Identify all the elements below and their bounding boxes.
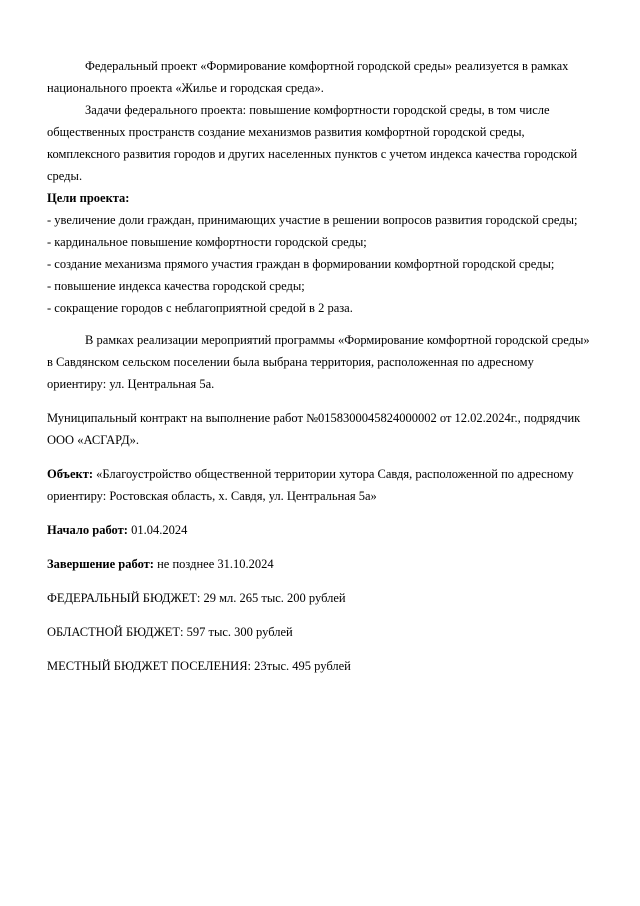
- object-label: Объект:: [47, 467, 94, 481]
- tasks-paragraph: Задачи федерального проекта: повышение комфортности городской среды, в том числе общественных пространств создание механизмов развития комфортной городской среды, комплексного развития городов и других населенных пунктов с учетом индекса качества городской среды.: [47, 103, 578, 183]
- budget-federal: ФЕДЕРАЛЬНЫЙ БЮДЖЕТ: 29 мл. 265 тыс. 200 рублей: [47, 591, 346, 605]
- object-text: «Благоустройство общественной территории хутора Савдя, расположенной по адресному ориентиру: Ростовская область, х. Савдя, ул. Центральная 5а»: [47, 467, 574, 503]
- goal-item: - увеличение доли граждан, принимающих участие в решении вопросов развития городской среды;: [47, 213, 578, 227]
- end-paragraph: [47, 553, 595, 575]
- start-paragraph: [47, 519, 595, 541]
- goals-list: [47, 209, 595, 319]
- goal-item: - создание механизма прямого участия граждан в формировании комфортной городской среды;: [47, 257, 555, 271]
- start-label: Начало работ:: [47, 523, 128, 537]
- budget-regional: ОБЛАСТНОЙ БЮДЖЕТ: 597 тыс. 300 рублей: [47, 625, 293, 639]
- goals-heading: [47, 187, 595, 209]
- goal-item: - повышение индекса качества городской среды;: [47, 279, 305, 293]
- goals-heading-text: Цели проекта:: [47, 191, 130, 205]
- budget-local: МЕСТНЫЙ БЮДЖЕТ ПОСЕЛЕНИЯ: 23тыс. 495 рублей: [47, 659, 351, 673]
- start-value: 01.04.2024: [127, 523, 188, 537]
- document-page: [47, 55, 595, 677]
- program-paragraph: В рамках реализации мероприятий программы «Формирование комфортной городской среды» в Савдянском сельском поселении была выбрана территория, расположенная по адресному ориентиру: ул. Центральная 5а.: [47, 333, 590, 391]
- end-value: не позднее 31.10.2024: [153, 557, 274, 571]
- contract-paragraph: Муниципальный контракт на выполнение работ №0158300045824000002 от 12.02.2024г., подрядчик ООО «АСГАРД».: [47, 411, 581, 447]
- goal-item: - сокращение городов с неблагоприятной средой в 2 раза.: [47, 301, 353, 315]
- end-label: Завершение работ:: [47, 557, 154, 571]
- goal-item: - кардинальное повышение комфортности городской среды;: [47, 235, 367, 249]
- intro-paragraph: Федеральный проект «Формирование комфортной городской среды» реализуется в рамках национального проекта «Жилье и городская среда».: [47, 59, 569, 95]
- object-paragraph: [47, 463, 595, 507]
